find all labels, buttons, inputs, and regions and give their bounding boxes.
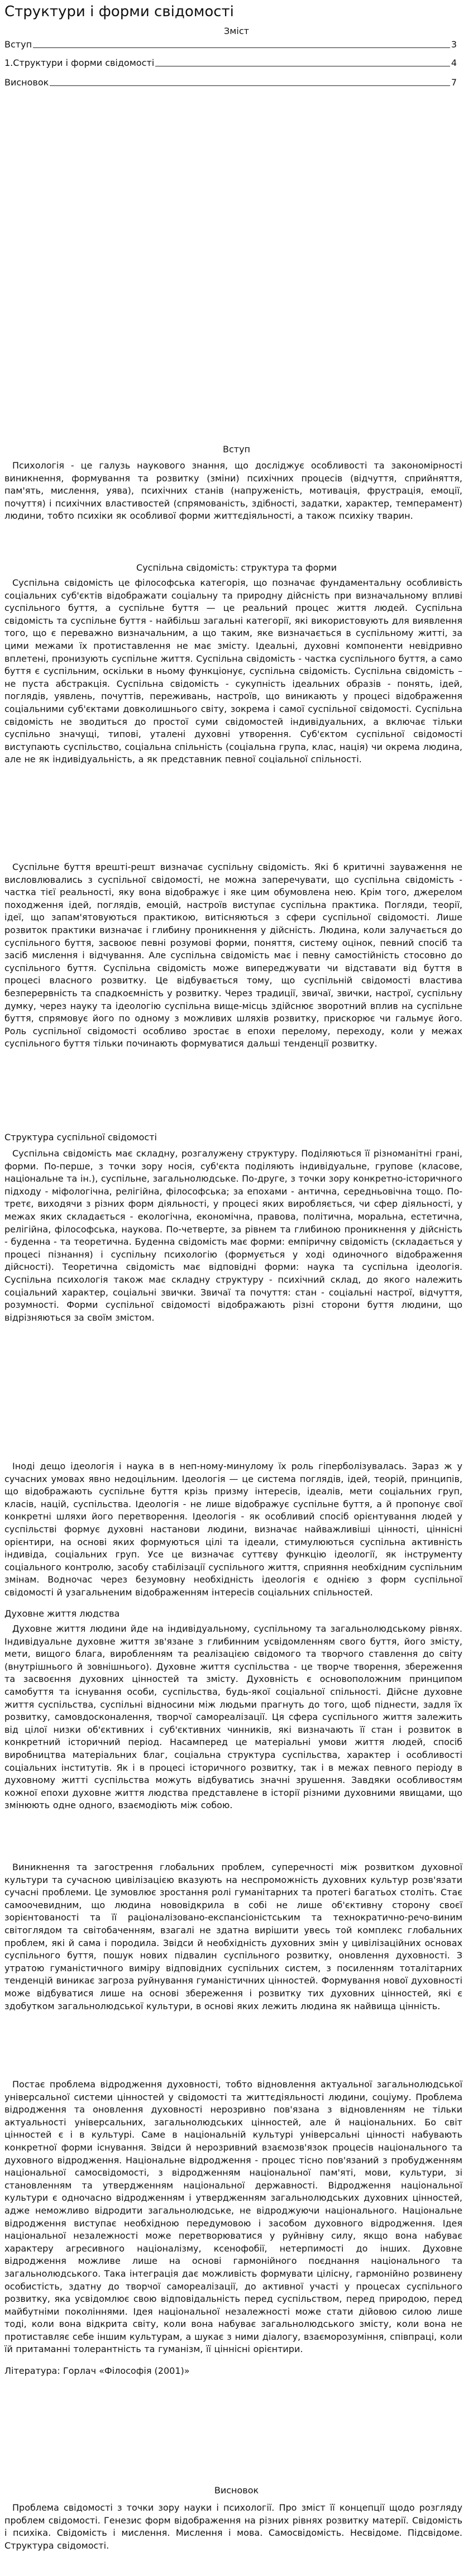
toc-item-label: Висновок [4, 77, 49, 88]
literature-reference: Література: Горлач «Філософія (2001)» [4, 2365, 190, 2376]
body-paragraph: Іноді дещо ідеологія і наука в в неп-ному-минулому їх роль гіперболізувалась. Зараз ж у сучасних умовах явно недоцільним. Ідеологія — це система поглядів, ідей, теорій, принципів, що відображають суспільне буття крізь призму інтересів, ідеалів, мети соціальних груп, класів, націй, суспільства. Ідеологія - не лише відображує суспільне буття, а й пропонує свої конкретні шляхи його перетворення. Ідеологія - як особливий спосіб орієнтування людей у суспільстві формує духовні настанови людини, визначає найважливіші цінності, ціннісні орієнтири, на основі яких формуються цілі та ідеали, стимулюються суспільна активність індивіда, соціальних груп. Усе це визначає суттєву функцію ідеології, як інструменту соціального контролю, засобу стабілізації суспільного життя, сприяння необхідним суспільним змінам. Водночас через безумовну необхідність ідеологія є однією з форм суспільної свідомості й узагальненим відображенням інтересів соціальних спільностей. [4, 1461, 462, 1598]
toc-leader-line [33, 47, 450, 48]
body-paragraph: Духовне життя людини йде на індивідуальному, суспільному та загальнолюдському рівнях. Індивідуальне духовне життя зв'язане з глибинним усвідомленням свого буття, його змісту, мети, вищого блага, виробленням та реалізацією свідомого та творчого ставлення до світу (внутрішнього й зовнішнього). Духовне життя суспільства - це творче творення, збереження та засвоєння духовних цінностей та змісту. Духовність є основоположним принципом самобуття та існування особи, суспільства, будь-якої соціальної спільності. Дійсне духовне життя суспільства, суспільні відносини між людьми прагнуть до того, щоб піднести, задля їх розвитку, самовдосконалення, творчої самореалізації. Ця сфера суспільного життя залежить від цілої низки об'єктивних і суб'єктивних чинників, які визначають її стан і розвиток в конкретний історичний період. Насамперед це матеріальні умови життя людей, спосіб виробництва матеріальних благ, соціальна структура суспільства, характер і особливості соціальних інститутів. Як і в процесі історичного розвитку, так і в межах певного періоду в духовному житті суспільства можуть відбуватись значні зрушення. Завдяки особливостям кожної епохи духовне життя людства представлене в історії різними духовними явищами, що змінюють одне одного, взаємодіють між собою. [4, 1623, 462, 1811]
toc-item-conclusion[interactable] [4, 77, 457, 88]
toc-item-structures[interactable] [4, 58, 457, 69]
conclusion-heading: Висновок [214, 2485, 259, 2496]
toc-item-page: 7 [451, 77, 457, 88]
section-heading-spiritual-life: Духовне життя людства [4, 1608, 120, 1619]
toc-leader-line [50, 85, 450, 86]
section-heading-structure-forms: Суспільна свідомість: структура та форми [136, 562, 337, 573]
body-paragraph: Виникнення та загострення глобальних проблем, суперечності між розвитком духовної культури та сучасною цивілізацією вказують на неспроможність духовних культур розв'язати сучасні проблеми. Це зумовлює зростання ролі гуманітарних та протегі багатьох століть. Стає самоочевидним, що людина нововідкрила в собі не лише об'єктивну сторону своєї зорієнтованості та її раціоналізовано-експансіоністським та технократично-речо-виним світоглядом та світобаченням, взагалі не здатна вирішити увесь той комплекс глобальних проблем, які й сама і породила. Звідси й необхідність духовних змін у цивілізаційних основах суспільного буття, пошук нових підвалин суспільного розвитку, оновлення духовності. З утратою гуманістичного виміру відповідних суспільних систем, з посиленням тоталітарних тенденцій виникає загроза руйнування гуманістичних цінностей. Формування нової духовності може відбуватися лише на основі збереження і розвитку тих духовних цінностей, які є здобутком загальнолюдської культури, в основі яких лежить людина як найвища цінність. [4, 1862, 462, 2011]
intro-paragraph: Психологія - це галузь наукового знання, що досліджує особливості та закономірності виникнення, формування та розвитку (зміни) психічних процесів (відчуття, сприйняття, пам'ять, мислення, уява), психічних станів (напруженість, мотивація, фрустрація, емоції, почуття) і психічних властивостей (спрямованість, здібності, задатки, характер, темперамент) людини, тобто психіки як особливої форми життєдіяльності, а також психіку тварин. [4, 460, 462, 522]
toc-heading: Зміст [224, 26, 249, 36]
body-paragraph: Постає проблема відродження духовності, тобто відновлення актуальної загальнолюдської універсальної системи цінностей у свідомості та життєдіяльності людини, соціуму. Проблема відродження та оновлення духовності нерозривно пов'язана з відновленням не тільки актуальності універсальних, загальнолюдських цінностей, але й національних. Бо світ цінностей є і в культурі. Саме в національній культурі універсальні цінності набувають конкретної форми існування. Звідси й нерозривний взаємозв'язок процесів національного та духовного відродження. Національне відродження - процес тісно пов'язаний з пробудженням національної самосвідомості, з відродженням національної пам'яті, мови, культури, зі становленням та утвердженням національної державності. Відродження національної культури є одночасно відродженням і утвердженням загальнолюдських духовних цінностей, адже неможливо відродити загальнолюдське, не відроджуючи національного. Національне відродження виступає необхідною передумовою і засобом духовного відродження. Ідея національної незалежності може перетворюватися у руйнівну силу, якщо вона набуває характеру агресивного націоналізму, ксенофобії, нетерпимості до інших. Духовне відродження можливе лише на основі гармонійного поєднання національного та загальнолюдського. Така інтеграція дає можливість формувати цілісну, гармонійно розвинену особистість, здатну до творчої самореалізації, до активної участі у процесах суспільного розвитку, яка усвідомлює свою відповідальність перед суспільством, перед природою, перед майбутніми поколіннями. Ідея національної незалежності може стати дійовою силою лише тоді, коли вона відкрита світу, коли вона набуває загальнолюдського змісту, коли вона не протиставляє себе іншим культурам, а шукає з ними діалогу, взаєморозуміння, співпраці, коли їй притаманні толерантність та гуманізм, її ціннісні орієнтири. [4, 2079, 462, 2355]
section-heading-structure: Структура суспільної свідомості [4, 1132, 157, 1143]
page-title: Структури і форми свідомості [4, 3, 234, 20]
toc-item-intro[interactable] [4, 39, 457, 50]
toc-item-label: 1.Структури і форми свідомості [4, 58, 155, 68]
body-paragraph: Суспільна свідомість це філософська категорія, що позначає фундаментальну особливість соціальних суб'єктів відображати соціальну та природну дійсність при визначальному впливі суспільного буття, а суспільне буття — це реальний процес життя людей. Суспільна свідомість та суспільне буття - найбільш загальні категорії, які використовують для виявлення того, що є переважно визначальним, а що таким, яке визначається в суспільному житті, за цими межами їх протиставлення не має змісту. Ідеальні, духовні компоненти невідривно вплетені, пронизують суспільне життя. Суспільна свідомість - частка суспільного буття, а само буття є суспільним, оскільки в ньому функціонує, суспільна свідомість. Суспільна свідомість – не пуста абстракція. Суспільна свідомість - сукупність ідеальних образів - понять, ідей, поглядів, уявлень, почуттів, переживань, настроїв, що виникають у процесі відображення соціальними суб'єктами довколишнього світу, зокрема і самої суспільної свідомості. Суспільна свідомість не зводиться до простої суми свідомостей індивідуальних, а включає тільки суспільно значущі, типові, уталені духовні утворення. Суб'єктом суспільної свідомості виступають суспільство, соціальна спільність (соціальна група, клас, нація) чи окрема людина, але не як індивідуальність, а як представник певної соціальної спільності. [4, 577, 462, 765]
toc-item-page: 4 [451, 58, 457, 68]
body-paragraph: Суспільне буття врешті-решт визначає суспільну свідомість. Які б критичні зауваження не висловлювались з суспільної свідомості, не можна заперечувати, що суспільна свідомість - частка тієї реальності, яку вона відображує і яке цим обумовлена нею. Крім того, джерелом походження ідей, поглядів, емоцій, настроїв виступає суспільна практика. Погляди, теорії, ідеї, що запам'ятовуються практикою, витісняються з сфери суспільної свідомості. Лише розвиток практики визначає і глибину проникнення у дійсність. Людина, коли залучається до суспільного буття, засвоює певні розумові форми, поняття, систему оцінок, певний спосіб та засіб мислення і відчування. Але суспільна свідомість має і певну самостійність стосовно до суспільного буття. Суспільна свідомість може випереджувати чи відставати від буття в процесі власного розвитку. Це відбувається тому, що суспільній свідомості властива безперервність та спадкоємність у розвитку. Через традиції, звичаї, звички, настрої, суспільну думку, через науку та ідеологію суспільна вище-місць здійснює зворотний вплив на суспільне буття, спрямовує його по одному з можливих шляхів розвитку, прискорює чи гальмує його. Роль суспільної свідомості особливо зростає в епохи перелому, переходу, коли у межах суспільного буття тільки починають формуватися дальші тенденції розвитку. [4, 862, 462, 1049]
toc-item-label: Вступ [4, 39, 32, 50]
toc-item-page: 3 [451, 39, 457, 50]
intro-heading: Вступ [222, 444, 251, 455]
body-paragraph: Суспільна свідомість має складну, розгалужену структуру. Поділяються її різноманітні грані, форми. По-перше, з точки зору носія, суб'єкта поділяють індивідуальне, групове (класове, національне та ін.), суспільне, загальнолюдське. По-друге, з точки зору конкретно-історичного підходу - міфологічна, релігійна, філософська; за епохами - антична, середньовічна тощо. По-третє, виходячи з різних форм діяльності, у процесі яких виробляється, чи сфер діяльності, у межах яких складається - екологічна, економічна, правова, політична, моральна, естетична, релігійна, філософська, наукова. По-четверте, за рівнем та глибиною проникнення у дійсність - буденна - та теоретична. Буденна свідомість має форми: емпіричну свідомість (складається у процесі пізнання) і суспільну психологію (формується у ході одиночного відображення дійсності). Теоретична свідомість має відповідні форми: наука та суспільна ідеологія. Суспільна психологія також має складну структуру - психічний склад, до якого належить соціальний характер, соціальні звички. Звичаї та почуття: стан - соціальні настрої, відчуття, розумності. Форми суспільної свідомості відображають різні сторони буття людини, що відрізняються за своїм змістом. [4, 1148, 462, 1323]
toc-leader-line [155, 65, 450, 66]
conclusion-paragraph: Проблема свідомості з точки зору науки і психології. Про зміст її концепції щодо розгляду проблем свідомості. Генезис форм відображення на різних рівнях розвитку матерії. Свідомість і психіка. Свідомість і мислення. Мислення і мова. Самосвідомість. Несвідоме. Підсвідоме. Структура свідомості. [4, 2502, 462, 2551]
